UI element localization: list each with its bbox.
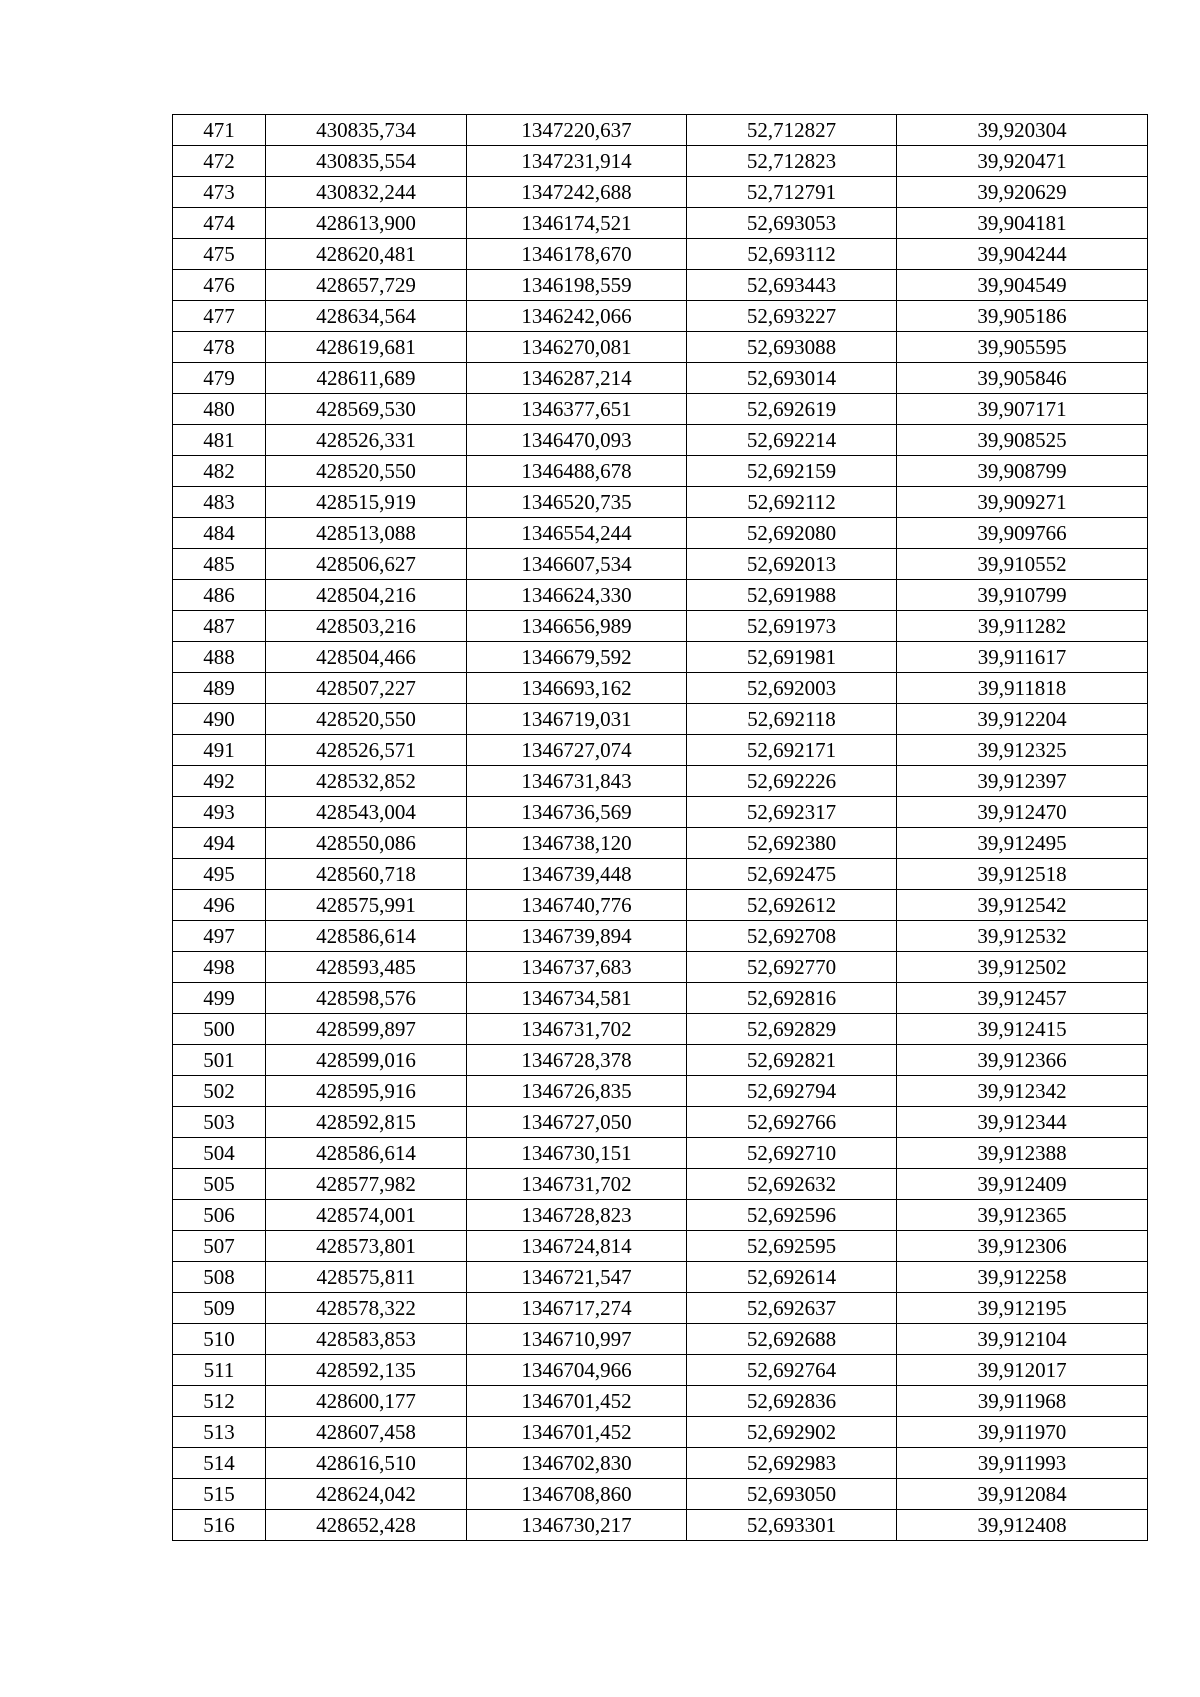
longitude-cell: 39,904244 — [897, 239, 1148, 270]
x-coordinate-cell: 428532,852 — [266, 766, 467, 797]
point-number-cell: 496 — [173, 890, 266, 921]
x-coordinate-cell: 428599,016 — [266, 1045, 467, 1076]
table-row — [173, 146, 1148, 177]
longitude-cell: 39,912017 — [897, 1355, 1148, 1386]
table-row — [173, 1355, 1148, 1386]
longitude-cell: 39,912344 — [897, 1107, 1148, 1138]
x-coordinate-cell: 428619,681 — [266, 332, 467, 363]
y-coordinate-cell: 1346174,521 — [467, 208, 687, 239]
latitude-cell: 52,692596 — [687, 1200, 897, 1231]
y-coordinate-cell: 1346737,683 — [467, 952, 687, 983]
table-row — [173, 394, 1148, 425]
longitude-cell: 39,912502 — [897, 952, 1148, 983]
longitude-cell: 39,920471 — [897, 146, 1148, 177]
table-row — [173, 1262, 1148, 1293]
latitude-cell: 52,691973 — [687, 611, 897, 642]
longitude-cell: 39,912542 — [897, 890, 1148, 921]
x-coordinate-cell: 430832,244 — [266, 177, 467, 208]
longitude-cell: 39,912408 — [897, 1510, 1148, 1541]
x-coordinate-cell: 428595,916 — [266, 1076, 467, 1107]
latitude-cell: 52,693301 — [687, 1510, 897, 1541]
y-coordinate-cell: 1346520,735 — [467, 487, 687, 518]
table-row — [173, 921, 1148, 952]
longitude-cell: 39,904181 — [897, 208, 1148, 239]
y-coordinate-cell: 1346731,702 — [467, 1014, 687, 1045]
x-coordinate-cell: 428569,530 — [266, 394, 467, 425]
y-coordinate-cell: 1346726,835 — [467, 1076, 687, 1107]
point-number-cell: 472 — [173, 146, 266, 177]
y-coordinate-cell: 1346708,860 — [467, 1479, 687, 1510]
table-row — [173, 270, 1148, 301]
y-coordinate-cell: 1346624,330 — [467, 580, 687, 611]
latitude-cell: 52,692013 — [687, 549, 897, 580]
longitude-cell: 39,912518 — [897, 859, 1148, 890]
x-coordinate-cell: 428574,001 — [266, 1200, 467, 1231]
y-coordinate-cell: 1346554,244 — [467, 518, 687, 549]
coordinates-table-body — [173, 115, 1148, 1541]
longitude-cell: 39,912084 — [897, 1479, 1148, 1510]
x-coordinate-cell: 428513,088 — [266, 518, 467, 549]
x-coordinate-cell: 428504,466 — [266, 642, 467, 673]
point-number-cell: 508 — [173, 1262, 266, 1293]
table-row — [173, 828, 1148, 859]
x-coordinate-cell: 428598,576 — [266, 983, 467, 1014]
table-row — [173, 1014, 1148, 1045]
table-row — [173, 549, 1148, 580]
table-row — [173, 487, 1148, 518]
longitude-cell: 39,907171 — [897, 394, 1148, 425]
point-number-cell: 492 — [173, 766, 266, 797]
longitude-cell: 39,920629 — [897, 177, 1148, 208]
y-coordinate-cell: 1346701,452 — [467, 1417, 687, 1448]
x-coordinate-cell: 428507,227 — [266, 673, 467, 704]
latitude-cell: 52,692619 — [687, 394, 897, 425]
point-number-cell: 491 — [173, 735, 266, 766]
y-coordinate-cell: 1346739,894 — [467, 921, 687, 952]
longitude-cell: 39,912258 — [897, 1262, 1148, 1293]
y-coordinate-cell: 1346721,547 — [467, 1262, 687, 1293]
y-coordinate-cell: 1346738,120 — [467, 828, 687, 859]
longitude-cell: 39,912195 — [897, 1293, 1148, 1324]
table-row — [173, 890, 1148, 921]
y-coordinate-cell: 1346739,448 — [467, 859, 687, 890]
longitude-cell: 39,912388 — [897, 1138, 1148, 1169]
point-number-cell: 515 — [173, 1479, 266, 1510]
latitude-cell: 52,693050 — [687, 1479, 897, 1510]
longitude-cell: 39,912366 — [897, 1045, 1148, 1076]
x-coordinate-cell: 428520,550 — [266, 704, 467, 735]
latitude-cell: 52,692112 — [687, 487, 897, 518]
longitude-cell: 39,905846 — [897, 363, 1148, 394]
table-row — [173, 1107, 1148, 1138]
point-number-cell: 487 — [173, 611, 266, 642]
x-coordinate-cell: 428583,853 — [266, 1324, 467, 1355]
coordinates-table — [172, 114, 1148, 1541]
latitude-cell: 52,692764 — [687, 1355, 897, 1386]
longitude-cell: 39,912306 — [897, 1231, 1148, 1262]
x-coordinate-cell: 428550,086 — [266, 828, 467, 859]
x-coordinate-cell: 428592,135 — [266, 1355, 467, 1386]
point-number-cell: 516 — [173, 1510, 266, 1541]
longitude-cell: 39,905186 — [897, 301, 1148, 332]
longitude-cell: 39,912397 — [897, 766, 1148, 797]
latitude-cell: 52,692595 — [687, 1231, 897, 1262]
x-coordinate-cell: 428657,729 — [266, 270, 467, 301]
y-coordinate-cell: 1346198,559 — [467, 270, 687, 301]
table-row — [173, 1324, 1148, 1355]
longitude-cell: 39,911970 — [897, 1417, 1148, 1448]
longitude-cell: 39,909271 — [897, 487, 1148, 518]
y-coordinate-cell: 1347231,914 — [467, 146, 687, 177]
latitude-cell: 52,692226 — [687, 766, 897, 797]
latitude-cell: 52,712827 — [687, 115, 897, 146]
y-coordinate-cell: 1346719,031 — [467, 704, 687, 735]
longitude-cell: 39,912415 — [897, 1014, 1148, 1045]
point-number-cell: 490 — [173, 704, 266, 735]
latitude-cell: 52,692794 — [687, 1076, 897, 1107]
table-row — [173, 115, 1148, 146]
latitude-cell: 52,693053 — [687, 208, 897, 239]
x-coordinate-cell: 428503,216 — [266, 611, 467, 642]
y-coordinate-cell: 1346287,214 — [467, 363, 687, 394]
x-coordinate-cell: 428526,331 — [266, 425, 467, 456]
point-number-cell: 501 — [173, 1045, 266, 1076]
y-coordinate-cell: 1346242,066 — [467, 301, 687, 332]
latitude-cell: 52,691981 — [687, 642, 897, 673]
x-coordinate-cell: 428543,004 — [266, 797, 467, 828]
point-number-cell: 498 — [173, 952, 266, 983]
x-coordinate-cell: 428586,614 — [266, 921, 467, 952]
point-number-cell: 512 — [173, 1386, 266, 1417]
y-coordinate-cell: 1346730,217 — [467, 1510, 687, 1541]
point-number-cell: 507 — [173, 1231, 266, 1262]
latitude-cell: 52,691988 — [687, 580, 897, 611]
longitude-cell: 39,912470 — [897, 797, 1148, 828]
latitude-cell: 52,692475 — [687, 859, 897, 890]
y-coordinate-cell: 1346730,151 — [467, 1138, 687, 1169]
x-coordinate-cell: 428620,481 — [266, 239, 467, 270]
x-coordinate-cell: 428599,897 — [266, 1014, 467, 1045]
point-number-cell: 471 — [173, 115, 266, 146]
point-number-cell: 477 — [173, 301, 266, 332]
latitude-cell: 52,692632 — [687, 1169, 897, 1200]
longitude-cell: 39,912409 — [897, 1169, 1148, 1200]
x-coordinate-cell: 428652,428 — [266, 1510, 467, 1541]
longitude-cell: 39,912532 — [897, 921, 1148, 952]
point-number-cell: 484 — [173, 518, 266, 549]
latitude-cell: 52,692380 — [687, 828, 897, 859]
point-number-cell: 486 — [173, 580, 266, 611]
point-number-cell: 503 — [173, 1107, 266, 1138]
longitude-cell: 39,911818 — [897, 673, 1148, 704]
y-coordinate-cell: 1346736,569 — [467, 797, 687, 828]
longitude-cell: 39,920304 — [897, 115, 1148, 146]
table-row — [173, 1045, 1148, 1076]
latitude-cell: 52,692171 — [687, 735, 897, 766]
longitude-cell: 39,911282 — [897, 611, 1148, 642]
table-row — [173, 673, 1148, 704]
latitude-cell: 52,692829 — [687, 1014, 897, 1045]
longitude-cell: 39,910799 — [897, 580, 1148, 611]
point-number-cell: 473 — [173, 177, 266, 208]
point-number-cell: 509 — [173, 1293, 266, 1324]
latitude-cell: 52,693014 — [687, 363, 897, 394]
x-coordinate-cell: 428578,322 — [266, 1293, 467, 1324]
longitude-cell: 39,904549 — [897, 270, 1148, 301]
table-row — [173, 611, 1148, 642]
point-number-cell: 489 — [173, 673, 266, 704]
x-coordinate-cell: 428515,919 — [266, 487, 467, 518]
latitude-cell: 52,692688 — [687, 1324, 897, 1355]
latitude-cell: 52,692317 — [687, 797, 897, 828]
latitude-cell: 52,692708 — [687, 921, 897, 952]
table-row — [173, 859, 1148, 890]
point-number-cell: 506 — [173, 1200, 266, 1231]
y-coordinate-cell: 1346270,081 — [467, 332, 687, 363]
table-row — [173, 208, 1148, 239]
y-coordinate-cell: 1346377,651 — [467, 394, 687, 425]
y-coordinate-cell: 1346178,670 — [467, 239, 687, 270]
x-coordinate-cell: 428611,689 — [266, 363, 467, 394]
x-coordinate-cell: 428526,571 — [266, 735, 467, 766]
point-number-cell: 478 — [173, 332, 266, 363]
latitude-cell: 52,693443 — [687, 270, 897, 301]
x-coordinate-cell: 428504,216 — [266, 580, 467, 611]
longitude-cell: 39,905595 — [897, 332, 1148, 363]
latitude-cell: 52,692821 — [687, 1045, 897, 1076]
y-coordinate-cell: 1346702,830 — [467, 1448, 687, 1479]
latitude-cell: 52,692836 — [687, 1386, 897, 1417]
y-coordinate-cell: 1346717,274 — [467, 1293, 687, 1324]
table-row — [173, 518, 1148, 549]
y-coordinate-cell: 1346679,592 — [467, 642, 687, 673]
point-number-cell: 494 — [173, 828, 266, 859]
x-coordinate-cell: 428607,458 — [266, 1417, 467, 1448]
table-row — [173, 952, 1148, 983]
y-coordinate-cell: 1346727,050 — [467, 1107, 687, 1138]
longitude-cell: 39,912204 — [897, 704, 1148, 735]
table-row — [173, 1510, 1148, 1541]
y-coordinate-cell: 1346727,074 — [467, 735, 687, 766]
x-coordinate-cell: 428506,627 — [266, 549, 467, 580]
y-coordinate-cell: 1347220,637 — [467, 115, 687, 146]
y-coordinate-cell: 1346488,678 — [467, 456, 687, 487]
point-number-cell: 474 — [173, 208, 266, 239]
table-row — [173, 1200, 1148, 1231]
x-coordinate-cell: 430835,734 — [266, 115, 467, 146]
x-coordinate-cell: 428593,485 — [266, 952, 467, 983]
longitude-cell: 39,912457 — [897, 983, 1148, 1014]
table-row — [173, 1386, 1148, 1417]
y-coordinate-cell: 1346728,823 — [467, 1200, 687, 1231]
longitude-cell: 39,912104 — [897, 1324, 1148, 1355]
y-coordinate-cell: 1346470,093 — [467, 425, 687, 456]
y-coordinate-cell: 1346710,997 — [467, 1324, 687, 1355]
point-number-cell: 499 — [173, 983, 266, 1014]
point-number-cell: 475 — [173, 239, 266, 270]
point-number-cell: 485 — [173, 549, 266, 580]
longitude-cell: 39,910552 — [897, 549, 1148, 580]
table-row — [173, 1169, 1148, 1200]
table-row — [173, 177, 1148, 208]
longitude-cell: 39,911968 — [897, 1386, 1148, 1417]
x-coordinate-cell: 430835,554 — [266, 146, 467, 177]
latitude-cell: 52,692612 — [687, 890, 897, 921]
table-row — [173, 332, 1148, 363]
point-number-cell: 476 — [173, 270, 266, 301]
latitude-cell: 52,692118 — [687, 704, 897, 735]
latitude-cell: 52,692080 — [687, 518, 897, 549]
point-number-cell: 502 — [173, 1076, 266, 1107]
latitude-cell: 52,693088 — [687, 332, 897, 363]
point-number-cell: 510 — [173, 1324, 266, 1355]
table-row — [173, 1231, 1148, 1262]
point-number-cell: 488 — [173, 642, 266, 673]
point-number-cell: 511 — [173, 1355, 266, 1386]
point-number-cell: 495 — [173, 859, 266, 890]
y-coordinate-cell: 1346731,702 — [467, 1169, 687, 1200]
longitude-cell: 39,912325 — [897, 735, 1148, 766]
x-coordinate-cell: 428634,564 — [266, 301, 467, 332]
latitude-cell: 52,692766 — [687, 1107, 897, 1138]
table-row — [173, 797, 1148, 828]
latitude-cell: 52,692902 — [687, 1417, 897, 1448]
longitude-cell: 39,911617 — [897, 642, 1148, 673]
y-coordinate-cell: 1346704,966 — [467, 1355, 687, 1386]
point-number-cell: 513 — [173, 1417, 266, 1448]
table-row — [173, 642, 1148, 673]
x-coordinate-cell: 428577,982 — [266, 1169, 467, 1200]
longitude-cell: 39,909766 — [897, 518, 1148, 549]
y-coordinate-cell: 1346734,581 — [467, 983, 687, 1014]
x-coordinate-cell: 428560,718 — [266, 859, 467, 890]
longitude-cell: 39,912365 — [897, 1200, 1148, 1231]
y-coordinate-cell: 1347242,688 — [467, 177, 687, 208]
table-row — [173, 1293, 1148, 1324]
point-number-cell: 493 — [173, 797, 266, 828]
latitude-cell: 52,692637 — [687, 1293, 897, 1324]
latitude-cell: 52,693112 — [687, 239, 897, 270]
y-coordinate-cell: 1346724,814 — [467, 1231, 687, 1262]
table-row — [173, 363, 1148, 394]
latitude-cell: 52,712823 — [687, 146, 897, 177]
table-row — [173, 425, 1148, 456]
y-coordinate-cell: 1346607,534 — [467, 549, 687, 580]
point-number-cell: 514 — [173, 1448, 266, 1479]
point-number-cell: 500 — [173, 1014, 266, 1045]
table-row — [173, 456, 1148, 487]
table-row — [173, 1417, 1148, 1448]
latitude-cell: 52,692770 — [687, 952, 897, 983]
point-number-cell: 482 — [173, 456, 266, 487]
x-coordinate-cell: 428624,042 — [266, 1479, 467, 1510]
x-coordinate-cell: 428616,510 — [266, 1448, 467, 1479]
table-row — [173, 704, 1148, 735]
table-row — [173, 766, 1148, 797]
point-number-cell: 504 — [173, 1138, 266, 1169]
latitude-cell: 52,693227 — [687, 301, 897, 332]
table-row — [173, 983, 1148, 1014]
latitude-cell: 52,692159 — [687, 456, 897, 487]
table-row — [173, 1448, 1148, 1479]
longitude-cell: 39,912342 — [897, 1076, 1148, 1107]
point-number-cell: 479 — [173, 363, 266, 394]
x-coordinate-cell: 428613,900 — [266, 208, 467, 239]
point-number-cell: 481 — [173, 425, 266, 456]
x-coordinate-cell: 428520,550 — [266, 456, 467, 487]
x-coordinate-cell: 428592,815 — [266, 1107, 467, 1138]
y-coordinate-cell: 1346693,162 — [467, 673, 687, 704]
latitude-cell: 52,692214 — [687, 425, 897, 456]
point-number-cell: 497 — [173, 921, 266, 952]
x-coordinate-cell: 428600,177 — [266, 1386, 467, 1417]
longitude-cell: 39,911993 — [897, 1448, 1148, 1479]
table-row — [173, 735, 1148, 766]
latitude-cell: 52,692003 — [687, 673, 897, 704]
table-row — [173, 301, 1148, 332]
longitude-cell: 39,912495 — [897, 828, 1148, 859]
table-row — [173, 1076, 1148, 1107]
latitude-cell: 52,692816 — [687, 983, 897, 1014]
table-row — [173, 1138, 1148, 1169]
latitude-cell: 52,692710 — [687, 1138, 897, 1169]
latitude-cell: 52,692614 — [687, 1262, 897, 1293]
longitude-cell: 39,908525 — [897, 425, 1148, 456]
x-coordinate-cell: 428586,614 — [266, 1138, 467, 1169]
y-coordinate-cell: 1346656,989 — [467, 611, 687, 642]
point-number-cell: 483 — [173, 487, 266, 518]
y-coordinate-cell: 1346740,776 — [467, 890, 687, 921]
y-coordinate-cell: 1346731,843 — [467, 766, 687, 797]
table-row — [173, 239, 1148, 270]
point-number-cell: 505 — [173, 1169, 266, 1200]
x-coordinate-cell: 428573,801 — [266, 1231, 467, 1262]
table-row — [173, 1479, 1148, 1510]
y-coordinate-cell: 1346701,452 — [467, 1386, 687, 1417]
longitude-cell: 39,908799 — [897, 456, 1148, 487]
latitude-cell: 52,692983 — [687, 1448, 897, 1479]
latitude-cell: 52,712791 — [687, 177, 897, 208]
point-number-cell: 480 — [173, 394, 266, 425]
x-coordinate-cell: 428575,811 — [266, 1262, 467, 1293]
y-coordinate-cell: 1346728,378 — [467, 1045, 687, 1076]
x-coordinate-cell: 428575,991 — [266, 890, 467, 921]
table-row — [173, 580, 1148, 611]
